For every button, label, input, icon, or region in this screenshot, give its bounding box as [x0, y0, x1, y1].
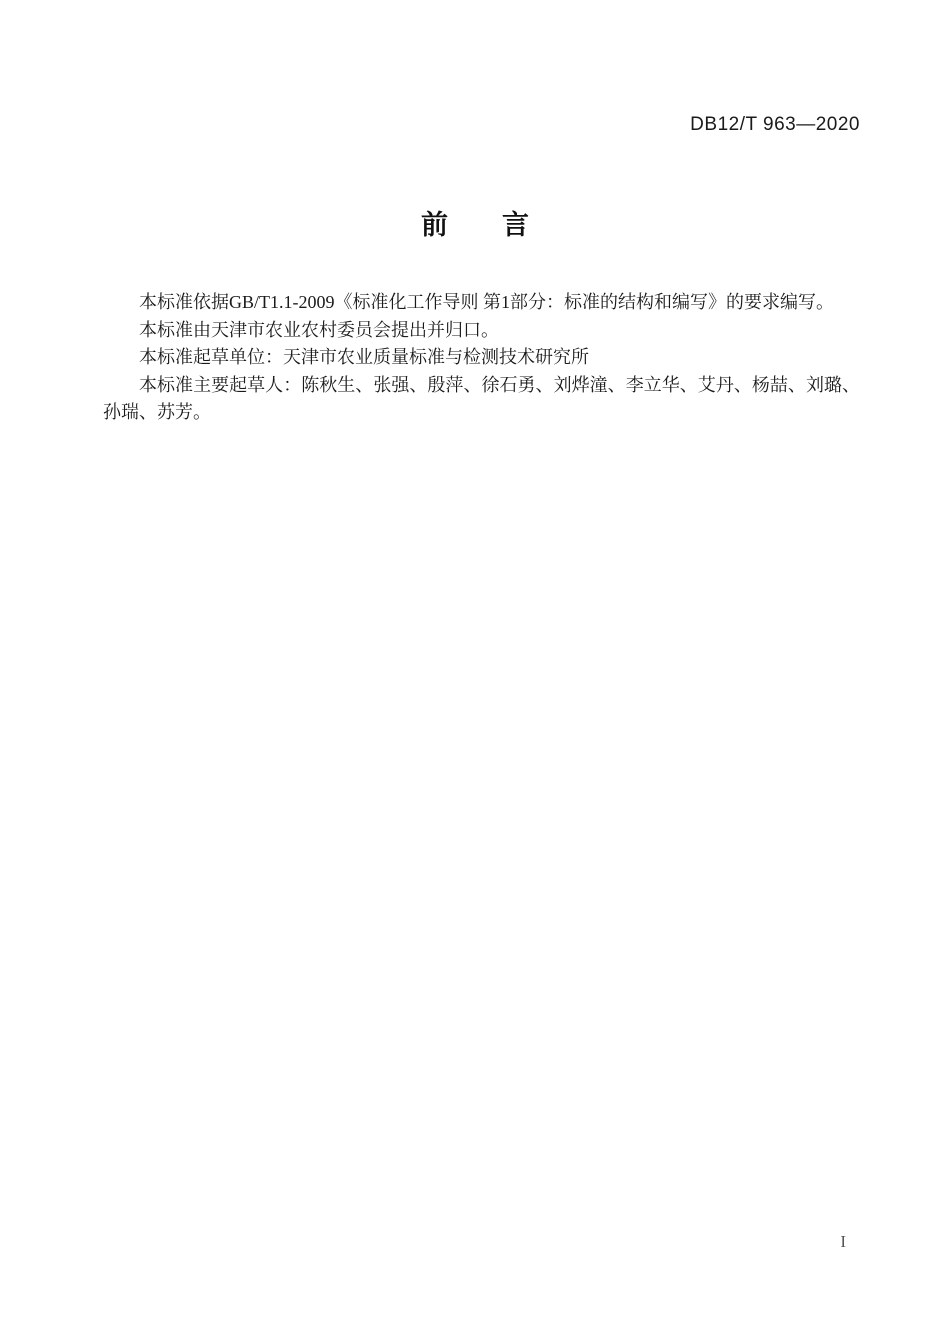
page-number: I [840, 1232, 846, 1251]
document-body [103, 289, 860, 427]
paragraph-proposed-by: 本标准由天津市农业农村委员会提出并归口。 [139, 319, 499, 340]
standard-code: DB12/T 963—2020 [690, 114, 860, 135]
paragraph-drafting-organization: 本标准起草单位：天津市农业质量标准与检测技术研究所 [139, 347, 589, 367]
page-title: 前 言 [421, 210, 529, 240]
paragraph-editing-basis: 本标准依据GB/T1.1-2009《标准化工作导则 第1部分：标准的结构和编写》的要求编写。 [139, 292, 834, 312]
paragraph-main-drafters: 本标准主要起草人：陈秋生、张强、殷萍、徐石勇、刘烨潼、李立华、艾丹、杨喆、刘璐、孙瑞、苏芳。 [103, 374, 860, 422]
